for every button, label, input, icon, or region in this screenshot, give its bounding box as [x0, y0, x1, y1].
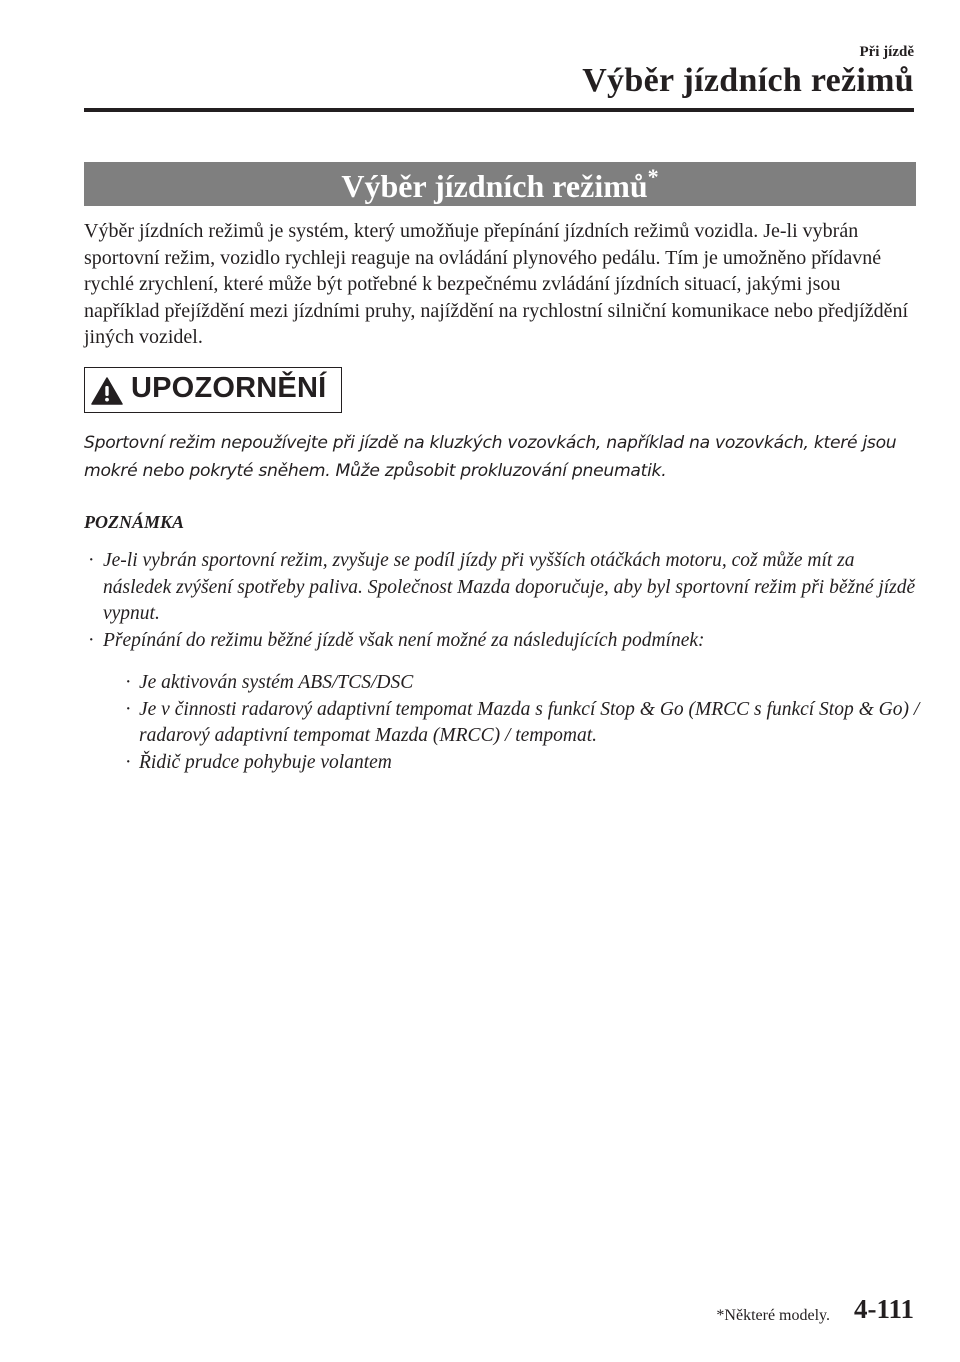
- list-item: [84, 628, 920, 777]
- warning-text: Sportovní režim nepoužívejte při jízdě na kluzkých vozovkách, například na vozovkách, které jsou mokré nebo pokryté sněhem. Může způsobit prokluzování pneumatik.: [84, 433, 897, 481]
- sub-item-text: Je v činnosti radarový adaptivní tempomat Mazda s funkcí Stop & Go (MRCC s funkcí Stop & Go) / radarový adaptivní tempomat Mazda (MRCC) / tempomat.: [139, 698, 920, 746]
- bullet-glyph: ·: [125, 672, 132, 693]
- warning-box: [84, 367, 342, 413]
- header-chapter: Při jízdě: [859, 44, 914, 60]
- page-number: 4-111: [853, 1294, 914, 1324]
- section-title: Výběr jízdních režimů: [341, 168, 648, 204]
- note-item-text: Přepínání do režimu běžné jízdě však není možné za následujících podmínek:: [103, 629, 705, 651]
- header-rule: [84, 108, 914, 112]
- list-item: [121, 750, 920, 777]
- warning-label: UPOZORNĚNÍ: [131, 372, 327, 404]
- header-title: Výběr jízdních režimů: [582, 62, 914, 99]
- sub-item-text: Řidič prudce pohybuje volantem: [139, 751, 392, 773]
- list-item: [84, 548, 920, 628]
- warning-triangle-icon: [91, 377, 123, 405]
- note-heading: POZNÁMKA: [84, 512, 185, 532]
- section-title-bar: [84, 162, 916, 206]
- bullet-glyph: ·: [125, 698, 132, 720]
- sub-item-text: Je aktivován systém ABS/TCS/DSC: [139, 672, 414, 693]
- sub-list: [103, 670, 920, 776]
- bullet-glyph: ·: [88, 550, 95, 571]
- intro-paragraph: Výběr jízdních režimů je systém, který umožňuje přepínání jízdních režimů vozidla. Je-li vybrán sportovní režim, vozidlo rychleji reaguje na ovládání plynového pedálu. Tím je umožněno přídavné rychlé zrychlení, které může být potřebné k bezpečnému zvládání jízdních situací, jakými jsou například přejíždění mezi jízdními pruhy, najíždění na rychlostní silniční komunikace nebo předjíždění jiných vozidel.: [84, 220, 909, 348]
- footer-note: *Některé modely.: [716, 1307, 830, 1324]
- note-item-text: Je-li vybrán sportovní režim, zvyšuje se podíl jízdy při vyšších otáčkách motoru, což může mít za následek zvýšení spotřeby paliva. Společnost Mazda doporučuje, aby byl sportovní režim při běžné jízdě vypnut.: [103, 550, 916, 624]
- list-item: [121, 670, 920, 697]
- bullet-glyph: ·: [88, 629, 95, 651]
- list-item: [121, 697, 920, 750]
- bullet-glyph: ·: [125, 751, 132, 773]
- section-asterisk: *: [647, 164, 659, 189]
- note-list: [84, 548, 920, 776]
